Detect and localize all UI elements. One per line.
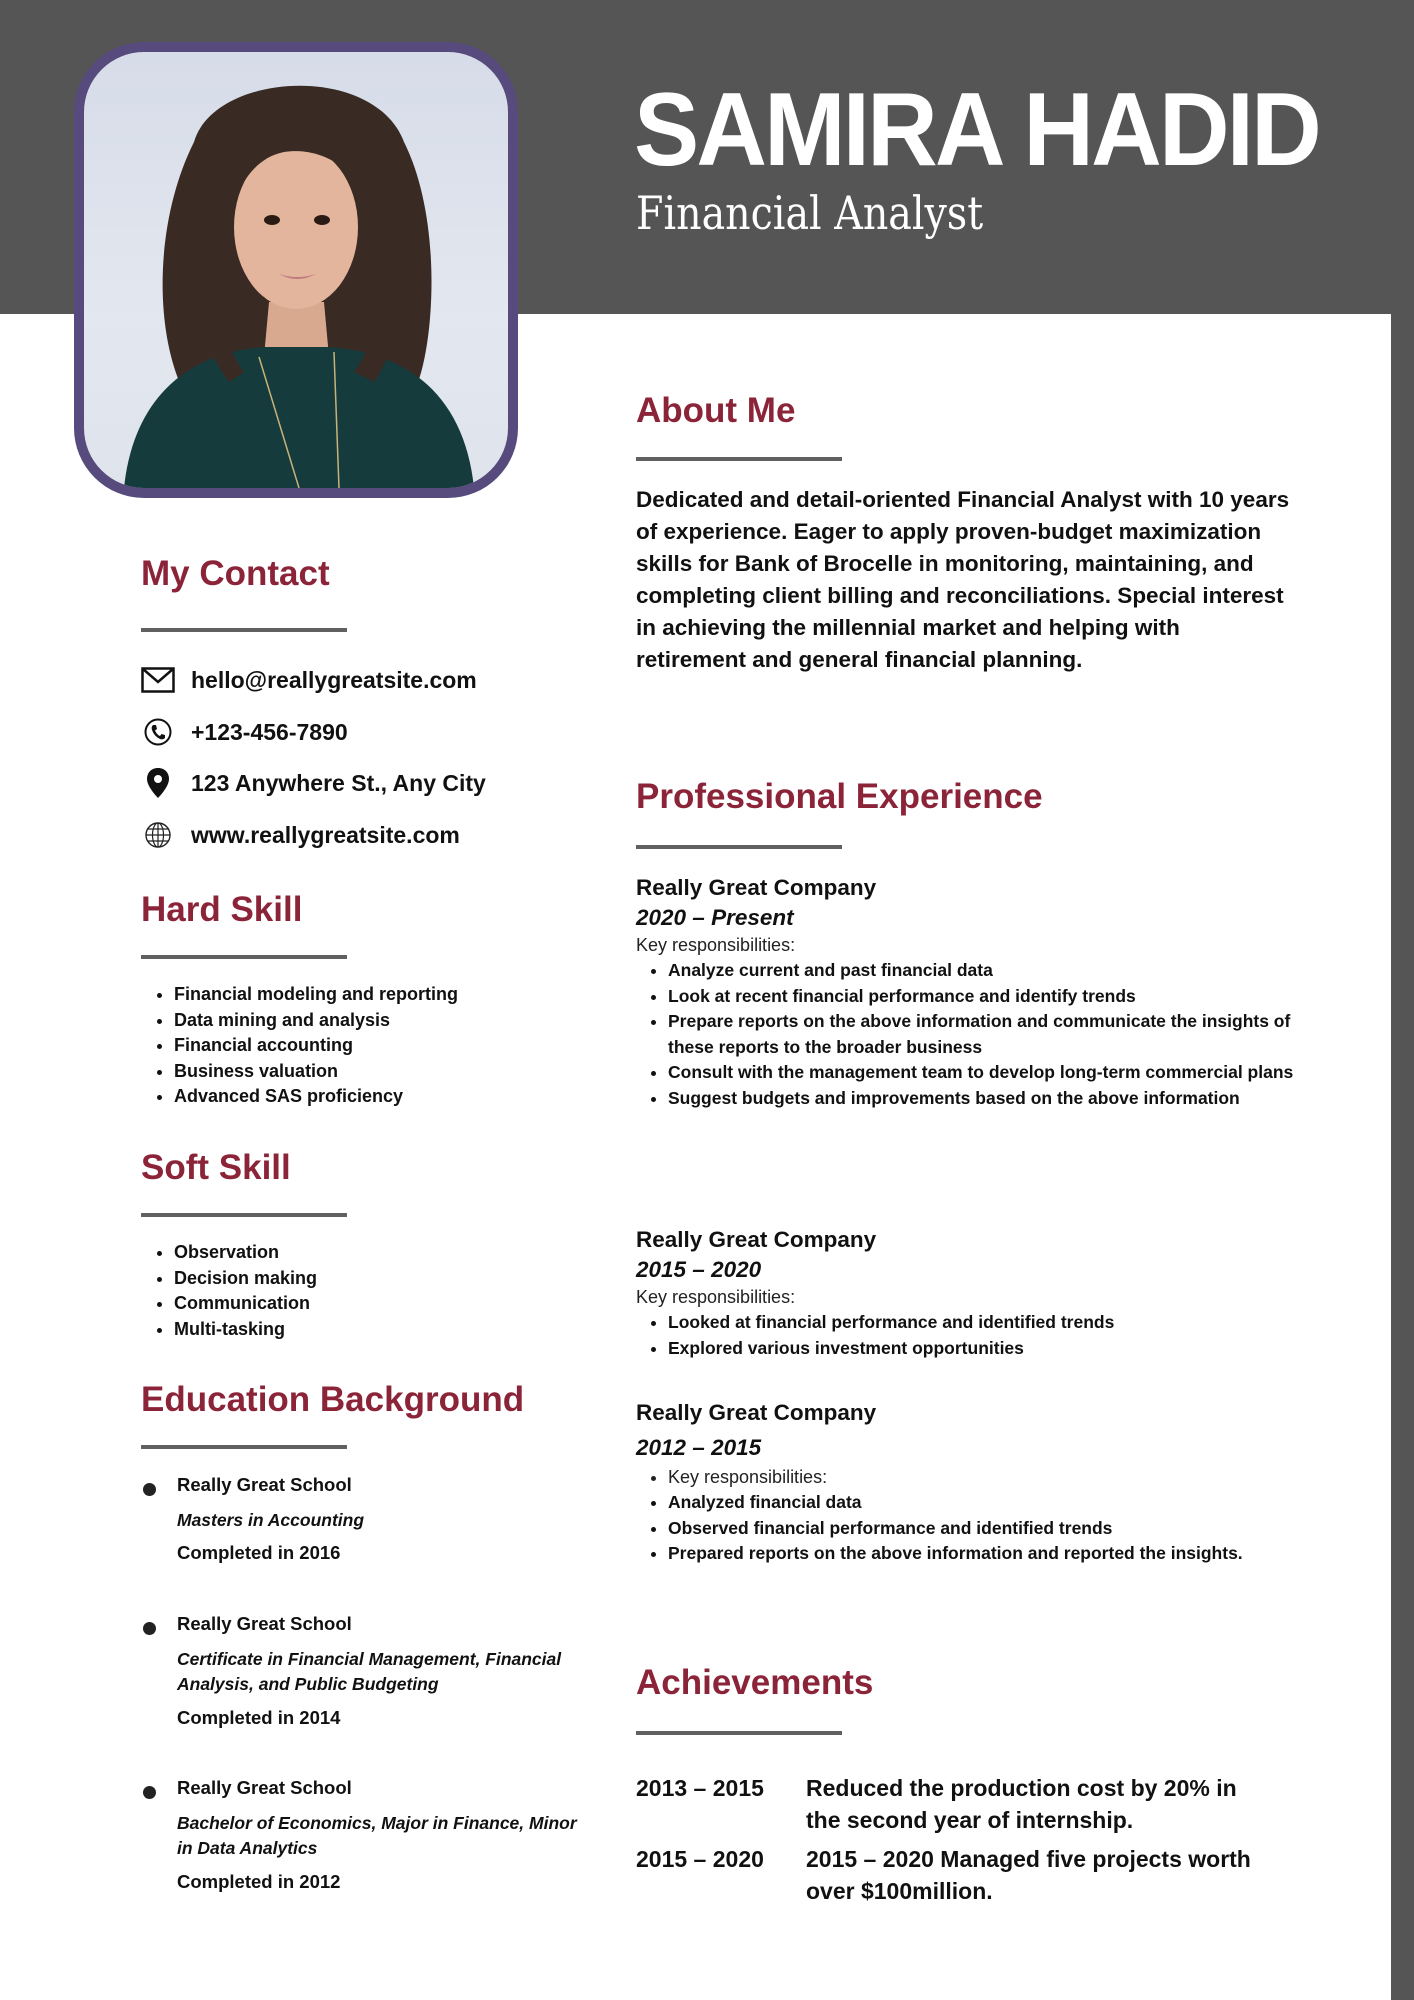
job-company: Really Great Company (636, 1227, 877, 1252)
job-company: Really Great Company (636, 875, 877, 900)
hard-skill-item: • Financial modeling and reporting (174, 982, 458, 1008)
phone-icon (141, 717, 175, 747)
contact-website-text: www.reallygreatsite.com (191, 821, 460, 848)
job-bullets (636, 1310, 1326, 1361)
contact-divider (141, 628, 347, 632)
experience-item (636, 1398, 1326, 1567)
job-company: Really Great Company (636, 1400, 877, 1425)
job-dates: 2020 – Present (636, 905, 794, 930)
achievement-item (636, 1843, 1326, 1907)
achievement-item (636, 1772, 1326, 1836)
achievement-years: 2015 – 2020 (636, 1846, 764, 1872)
contact-phone[interactable] (141, 717, 348, 747)
soft-skill-item: • Multi-tasking (174, 1317, 317, 1343)
job-bullet: • Looked at financial performance and identified trends (668, 1310, 1326, 1336)
job-key-label: Key responsibilities: (636, 1287, 796, 1307)
candidate-name: SAMIRA HADID (634, 72, 1319, 188)
education-completed: Completed in 2016 (177, 1542, 341, 1563)
job-key-label: • Key responsibilities: (668, 1465, 1326, 1490)
education-school: Really Great School (177, 1613, 352, 1634)
achievement-years: 2013 – 2015 (636, 1775, 764, 1801)
achievements-section-title: Achievements (636, 1663, 874, 1702)
job-bullet: • Consult with the management team to develop long-term commercial plans (668, 1060, 1326, 1086)
education-degree: Certificate in Financial Management, Financial Analysis, and Public Budgeting (177, 1649, 562, 1694)
job-bullet: • Prepared reports on the above information and reported the insights. (668, 1541, 1326, 1567)
job-bullets (636, 1465, 1326, 1567)
contact-phone-text: +123-456-7890 (191, 718, 348, 745)
map-pin-icon (141, 768, 175, 798)
achievements-divider (636, 1731, 842, 1735)
job-bullet: • Explored various investment opportunities (668, 1336, 1326, 1362)
job-bullet: • Analyzed financial data (668, 1490, 1326, 1516)
contact-email-text: hello@reallygreatsite.com (191, 666, 477, 693)
education-section-title: Education Background (141, 1380, 525, 1419)
education-degree: Bachelor of Economics, Major in Finance, Minor in Data Analytics (177, 1813, 577, 1858)
education-school: Really Great School (177, 1777, 352, 1798)
envelope-icon (141, 665, 175, 695)
hard-skill-item: • Financial accounting (174, 1033, 458, 1059)
contact-address-text: 123 Anywhere St., Any City (191, 769, 486, 796)
portrait-illustration (84, 52, 508, 488)
job-bullet: • Prepare reports on the above information and communicate the insights of these reports to the broader business (668, 1009, 1326, 1060)
candidate-job-title: Financial Analyst (636, 186, 984, 240)
job-bullet: • Suggest budgets and improvements based on the above information (668, 1086, 1326, 1112)
job-bullet: • Observed financial performance and identified trends (668, 1516, 1326, 1542)
bullet-dot-icon (143, 1786, 156, 1799)
soft-skill-item: • Communication (174, 1291, 317, 1317)
globe-icon (141, 820, 175, 850)
education-completed: Completed in 2012 (177, 1871, 341, 1892)
job-bullet: • Analyze current and past financial data (668, 958, 1326, 984)
education-divider (141, 1445, 347, 1449)
soft-skill-item: • Observation (174, 1240, 317, 1266)
soft-skill-divider (141, 1213, 347, 1217)
job-key-label: Key responsibilities: (636, 935, 796, 955)
hard-skill-item: • Business valuation (174, 1059, 458, 1085)
about-text: Dedicated and detail-oriented Financial Analyst with 10 years of experience. Eager to apply proven-budget maximization skills for Bank of Brocelle in monitoring, maintaining, and completing client billing and reconciliations. Special interest in achieving the millennial market and helping with retirement and general financial planning. (636, 487, 1290, 672)
achievement-text: Reduced the production cost by 20% in the second year of internship. (806, 1775, 1237, 1833)
hard-skill-item: • Advanced SAS proficiency (174, 1084, 458, 1110)
experience-section-title: Professional Experience (636, 777, 1043, 816)
job-dates: 2012 – 2015 (636, 1435, 762, 1460)
contact-address (141, 768, 486, 798)
right-edge-strip (1391, 0, 1414, 2000)
contact-website[interactable] (141, 820, 460, 850)
job-bullet: • Look at recent financial performance and identify trends (668, 984, 1326, 1010)
hard-skill-divider (141, 955, 347, 959)
experience-item (636, 873, 1326, 1111)
hard-skill-section-title: Hard Skill (141, 890, 303, 929)
education-completed: Completed in 2014 (177, 1707, 341, 1728)
education-school: Really Great School (177, 1474, 352, 1495)
contact-section-title: My Contact (141, 554, 330, 593)
education-degree: Masters in Accounting (177, 1510, 365, 1530)
soft-skill-section-title: Soft Skill (141, 1148, 291, 1187)
experience-divider (636, 845, 842, 849)
soft-skill-item: • Decision making (174, 1266, 317, 1292)
job-bullets (636, 958, 1326, 1111)
about-divider (636, 457, 842, 461)
job-dates: 2015 – 2020 (636, 1257, 762, 1282)
hard-skill-list (141, 982, 458, 1110)
hard-skill-item: • Data mining and analysis (174, 1008, 458, 1034)
about-section-title: About Me (636, 391, 796, 430)
soft-skill-list (141, 1240, 317, 1342)
experience-item (636, 1225, 1326, 1361)
profile-photo (84, 52, 508, 488)
bullet-dot-icon (143, 1483, 156, 1496)
contact-email[interactable] (141, 665, 477, 695)
profile-photo-frame (74, 42, 518, 498)
achievement-text: 2015 – 2020 Managed five projects worth over $100million. (806, 1846, 1251, 1904)
bullet-dot-icon (143, 1622, 156, 1635)
